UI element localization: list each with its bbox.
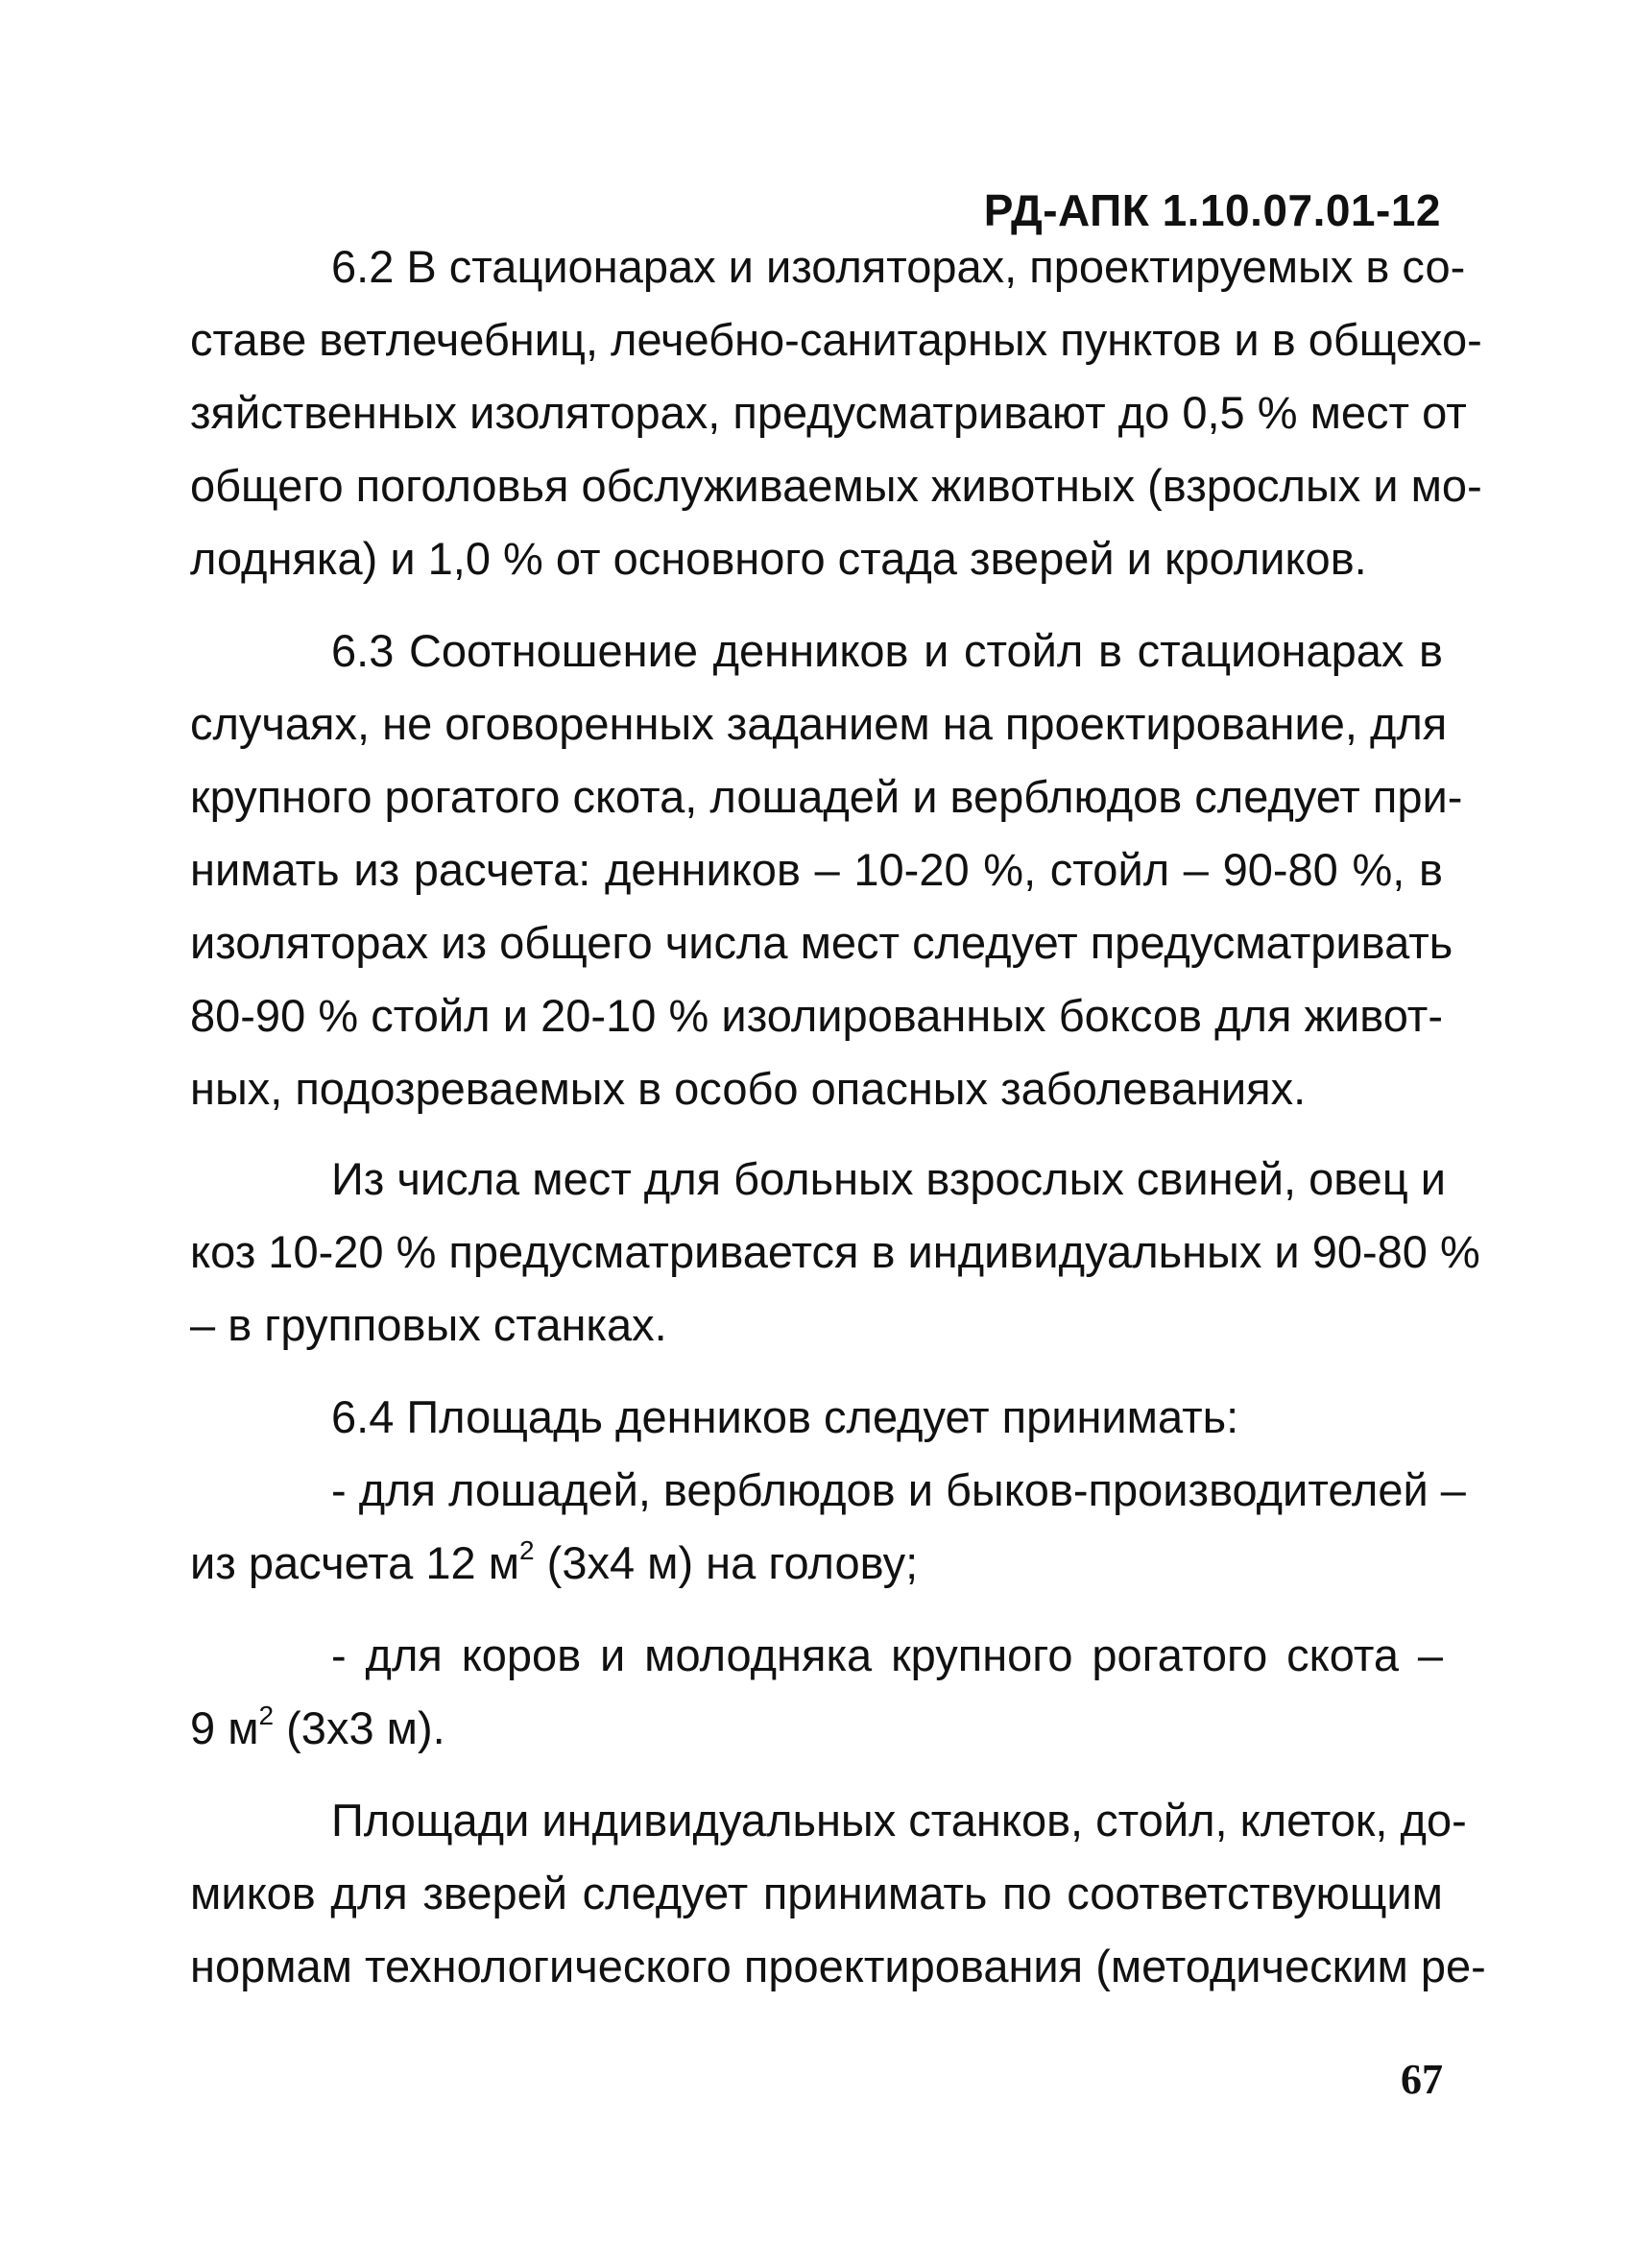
text-line: Из числа мест для больных взрослых свиней, овец и (331, 1153, 1447, 1204)
text-fragment: из расчета 12 м (190, 1537, 520, 1588)
superscript: 2 (519, 1535, 535, 1565)
text-line: нормам технологического проектирования (методическим ре- (190, 1941, 1486, 1991)
text-line: – в групповых станках. (190, 1299, 667, 1350)
text-line: зяйственных изоляторах, предусматривают до 0,5 % мест от (190, 387, 1467, 438)
text-line: ставе ветлечебниц, лечебно-санитарных пунктов и в общехо- (190, 314, 1482, 365)
text-line: общего поголовья обслуживаемых животных (взрослых и мо- (190, 460, 1482, 511)
text-line: Площади индивидуальных станков, стойл, клеток, до- (331, 1795, 1467, 1846)
text-line: нимать из расчета: денников – 10-20 %, стойл – 90-80 %, в (190, 844, 1443, 895)
text-line: - для коров и молодняка крупного рогатого скота – (331, 1629, 1443, 1680)
superscript: 2 (258, 1701, 275, 1730)
text-line: ных, подозреваемых в особо опасных заболеваниях. (190, 1063, 1307, 1114)
text-line: 6.3 Соотношение денников и стойл в стационарах в (331, 625, 1443, 676)
text-line: крупного рогатого скота, лошадей и верблюдов следует при- (190, 771, 1463, 822)
text-line: 6.2 В стационарах и изоляторах, проектируемых в со- (331, 241, 1466, 292)
text-line: 6.4 Площадь денников следует принимать: (331, 1391, 1239, 1442)
text-fragment: (3х3 м). (274, 1702, 445, 1753)
text-line: миков для зверей следует принимать по соответствующим (190, 1868, 1443, 1918)
document-code: РД-АПК 1.10.07.01-12 (983, 185, 1441, 235)
text-line: коз 10-20 % предусматривается в индивидуальных и 90-80 % (190, 1226, 1480, 1277)
text-line: изоляторах из общего числа мест следует предусматривать (190, 917, 1453, 968)
text-fragment: (3х4 м) на голову; (534, 1537, 919, 1588)
text-line: случаях, не оговоренных заданием на проектирование, для (190, 698, 1448, 749)
page-number: 67 (1401, 2056, 1443, 2103)
text-line (190, 1701, 1443, 1755)
text-line: 80-90 % стойл и 20-10 % изолированных боксов для живот- (190, 990, 1443, 1041)
text-line (190, 1536, 1443, 1590)
text-line: - для лошадей, верблюдов и быков-производителей – (331, 1464, 1466, 1515)
text-line: лодняка) и 1,0 % от основного стада зверей и кроликов. (190, 533, 1367, 584)
text-fragment: 9 м (190, 1702, 259, 1753)
